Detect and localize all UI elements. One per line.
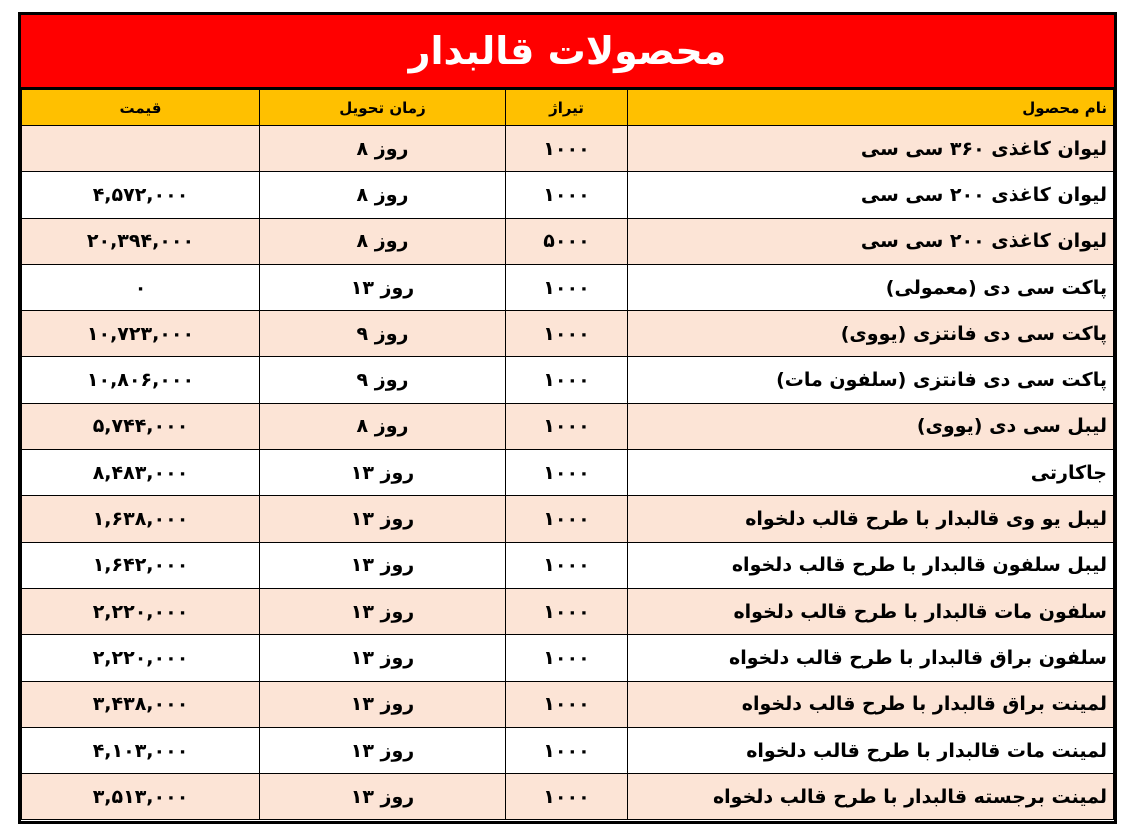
cell-price: ۱,۶۳۸,۰۰۰: [22, 496, 260, 542]
table-row: [22, 264, 1114, 310]
products-table: [21, 89, 1114, 820]
cell-quantity: ۱۰۰۰: [506, 774, 628, 820]
cell-quantity: ۱۰۰۰: [506, 172, 628, 218]
cell-price: ۱۰,۸۰۶,۰۰۰: [22, 357, 260, 403]
cell-price: ۱,۶۴۲,۰۰۰: [22, 542, 260, 588]
cell-product-name: سلفون براق قالبدار با طرح قالب دلخواه: [628, 635, 1114, 681]
cell-product-name: لیوان کاغذی ۳۶۰ سی سی: [628, 126, 1114, 172]
cell-price: ۱۰,۷۲۳,۰۰۰: [22, 311, 260, 357]
cell-price: ۲,۲۲۰,۰۰۰: [22, 588, 260, 634]
cell-price: [22, 126, 260, 172]
price-table-frame: [18, 12, 1117, 824]
cell-quantity: ۱۰۰۰: [506, 496, 628, 542]
cell-product-name: پاکت سی دی فانتزی (یووی): [628, 311, 1114, 357]
cell-product-name: لیوان کاغذی ۲۰۰ سی سی: [628, 218, 1114, 264]
cell-delivery-time: روز ۹: [260, 357, 506, 403]
table-row: [22, 126, 1114, 172]
cell-product-name: لمینت براق قالبدار با طرح قالب دلخواه: [628, 681, 1114, 727]
cell-price: ۳,۵۱۳,۰۰۰: [22, 774, 260, 820]
table-row: [22, 311, 1114, 357]
table-row: [22, 681, 1114, 727]
table-header-row: [22, 90, 1114, 126]
table-row: [22, 774, 1114, 820]
cell-product-name: لیبل سی دی (یووی): [628, 403, 1114, 449]
cell-delivery-time: روز ۱۳: [260, 681, 506, 727]
cell-quantity: ۱۰۰۰: [506, 727, 628, 773]
header-product-name: نام محصول: [628, 90, 1114, 126]
cell-price: ۵,۷۴۴,۰۰۰: [22, 403, 260, 449]
cell-quantity: ۱۰۰۰: [506, 311, 628, 357]
cell-delivery-time: روز ۱۳: [260, 588, 506, 634]
cell-delivery-time: روز ۱۳: [260, 264, 506, 310]
cell-quantity: ۱۰۰۰: [506, 542, 628, 588]
cell-quantity: ۱۰۰۰: [506, 681, 628, 727]
cell-quantity: ۱۰۰۰: [506, 635, 628, 681]
header-price: قیمت: [22, 90, 260, 126]
cell-delivery-time: روز ۱۳: [260, 774, 506, 820]
cell-product-name: لیوان کاغذی ۲۰۰ سی سی: [628, 172, 1114, 218]
cell-delivery-time: روز ۱۳: [260, 542, 506, 588]
cell-delivery-time: روز ۸: [260, 403, 506, 449]
table-row: [22, 635, 1114, 681]
cell-delivery-time: روز ۱۳: [260, 635, 506, 681]
cell-price: ۸,۴۸۳,۰۰۰: [22, 450, 260, 496]
cell-quantity: ۱۰۰۰: [506, 264, 628, 310]
cell-delivery-time: روز ۸: [260, 126, 506, 172]
cell-quantity: ۱۰۰۰: [506, 126, 628, 172]
table-row: [22, 727, 1114, 773]
table-row: [22, 588, 1114, 634]
cell-delivery-time: روز ۱۳: [260, 496, 506, 542]
header-delivery-time: زمان تحویل: [260, 90, 506, 126]
table-row: [22, 357, 1114, 403]
cell-price: ۴,۱۰۳,۰۰۰: [22, 727, 260, 773]
cell-delivery-time: روز ۹: [260, 311, 506, 357]
cell-delivery-time: روز ۸: [260, 172, 506, 218]
cell-product-name: لیبل سلفون قالبدار با طرح قالب دلخواه: [628, 542, 1114, 588]
cell-price: ۳,۴۳۸,۰۰۰: [22, 681, 260, 727]
table-row: [22, 450, 1114, 496]
cell-product-name: جاکارتی: [628, 450, 1114, 496]
cell-product-name: پاکت سی دی (معمولی): [628, 264, 1114, 310]
cell-product-name: سلفون مات قالبدار با طرح قالب دلخواه: [628, 588, 1114, 634]
table-row: [22, 496, 1114, 542]
table-row: [22, 542, 1114, 588]
cell-product-name: پاکت سی دی فانتزی (سلفون مات): [628, 357, 1114, 403]
cell-price: ۴,۵۷۲,۰۰۰: [22, 172, 260, 218]
cell-price: ۲۰,۳۹۴,۰۰۰: [22, 218, 260, 264]
cell-quantity: ۱۰۰۰: [506, 403, 628, 449]
table-row: [22, 218, 1114, 264]
cell-price: ۰: [22, 264, 260, 310]
cell-product-name: لمینت مات قالبدار با طرح قالب دلخواه: [628, 727, 1114, 773]
header-quantity: تیراژ: [506, 90, 628, 126]
cell-product-name: لمینت برجسته قالبدار با طرح قالب دلخواه: [628, 774, 1114, 820]
table-row: [22, 172, 1114, 218]
cell-quantity: ۱۰۰۰: [506, 357, 628, 403]
page-title: محصولات قالبدار: [21, 15, 1114, 89]
cell-delivery-time: روز ۱۳: [260, 450, 506, 496]
cell-quantity: ۱۰۰۰: [506, 588, 628, 634]
cell-price: ۲,۲۲۰,۰۰۰: [22, 635, 260, 681]
table-body: [22, 126, 1114, 820]
cell-quantity: ۱۰۰۰: [506, 450, 628, 496]
cell-product-name: لیبل یو وی قالبدار با طرح قالب دلخواه: [628, 496, 1114, 542]
cell-quantity: ۵۰۰۰: [506, 218, 628, 264]
table-row: [22, 403, 1114, 449]
cell-delivery-time: روز ۸: [260, 218, 506, 264]
cell-delivery-time: روز ۱۳: [260, 727, 506, 773]
